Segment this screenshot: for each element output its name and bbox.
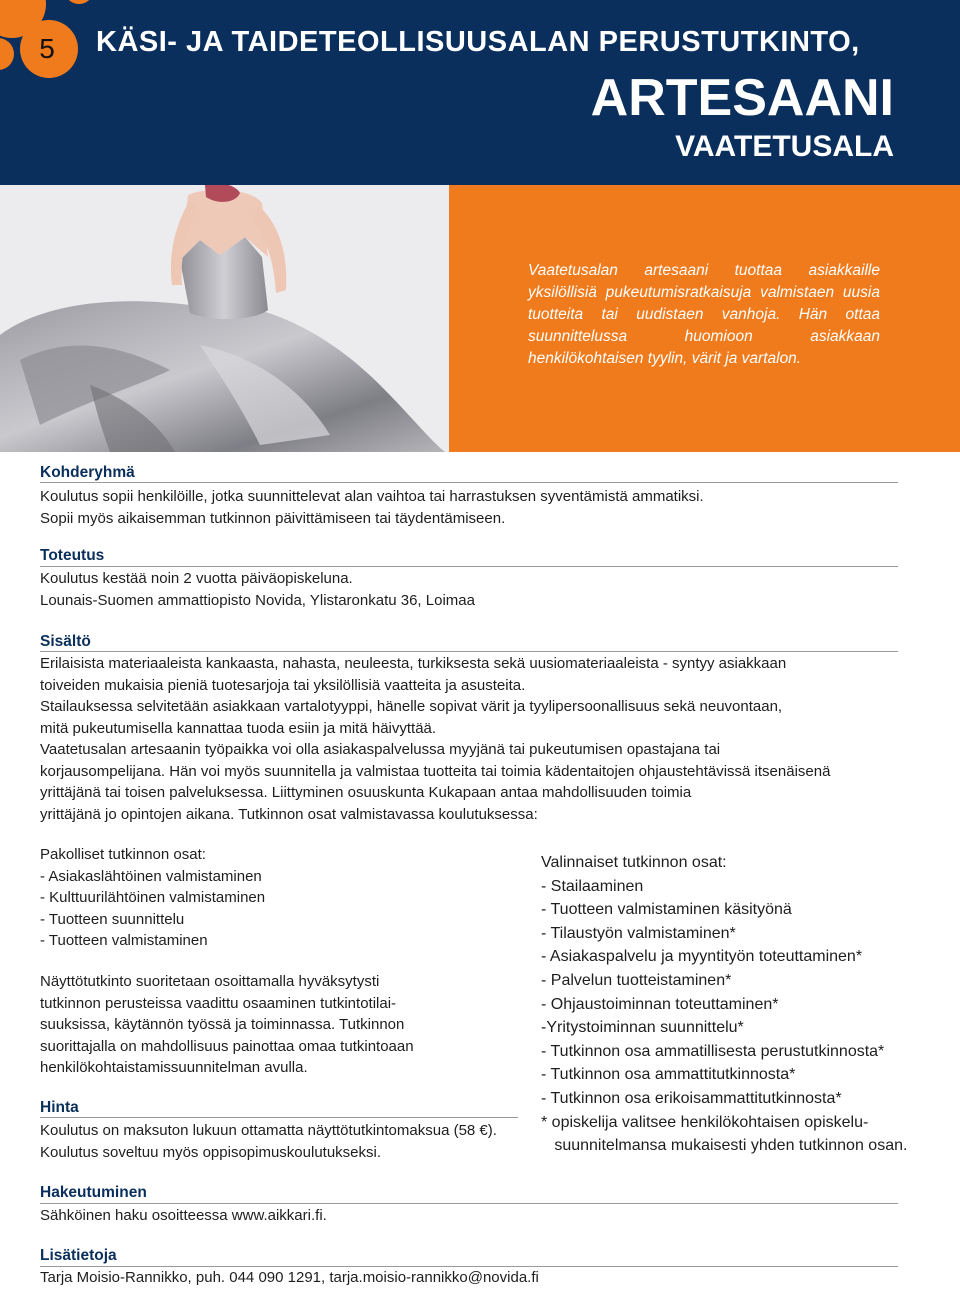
page-number-badge (20, 20, 78, 78)
contact-line: Tarja Moisio-Rannikko, puh. 044 090 1291, tarja.moisio-rannikko@novida.fi (40, 1269, 539, 1286)
section-title-hinta: Hinta (40, 1099, 79, 1116)
dress-photo (0, 185, 449, 452)
text-line: Näyttötutkinto suoritetaan osoittamalla hyväksytysti (40, 973, 380, 990)
text-line: Vaatetusalan artesaanin työpaikka voi olla asiakaspalvelussa myyjänä tai pukeutumisen opastajana tai (40, 741, 721, 758)
text-line: henkilökohtaistamissuunnitelman avulla. (40, 1059, 308, 1076)
page-number: 5 (39, 33, 55, 64)
list-item: - Kulttuurilähtöinen valmistaminen (40, 889, 266, 906)
lisatietoja-text (40, 1267, 539, 1289)
section-title-toteutus: Toteutus (40, 547, 105, 564)
text-line: Sähköinen haku osoitteessa www.aikkari.fi. (40, 1207, 327, 1224)
text-line: suuksissa, käytännön työssä ja toiminnassa. Tutkinnon (40, 1016, 405, 1033)
section-divider (40, 651, 898, 652)
text-line: Sopii myös aikaisemman tutkinnon päivittämiseen tai täydentämiseen. (40, 509, 506, 527)
nayttotutkinto-text (40, 971, 414, 1079)
text-line: Koulutus soveltuu myös oppisopimuskoulutukseksi. (40, 1143, 382, 1161)
lead-paragraph: Vaatetusalan artesaani tuottaa asiakkaille yksilöllisiä pukeutumisratkaisuja valmistaen uusia tuotteita tai uudistaen vanhoja. Hän ottaa suunnittelussa huomioon asiakkaan henkilökohtaisen tyylin, värit ja vartalon. (528, 262, 880, 367)
section-title-kohderyhma: Kohderyhmä (40, 464, 135, 481)
section-title-sisalto: Sisältö (40, 633, 91, 650)
section-divider (40, 1117, 518, 1118)
section-title-lisatietoja: Lisätietoja (40, 1247, 117, 1264)
list-item: - Tuotteen valmistaminen käsityönä (541, 901, 792, 919)
footnote: * opiskelija valitsee henkilökohtaisen opiskelu- (541, 1113, 869, 1131)
text-line: Erilaisista materiaaleista kankaasta, nahasta, neuleesta, turkiksesta sekä uusiomateriaaleista - syntyy asiakkaan (40, 655, 787, 672)
text-line: suorittajalla on mahdollisuus painottaa omaa tutkintoaan (40, 1037, 414, 1055)
toteutus-text (40, 568, 475, 611)
list-item: - Tutkinnon osa ammattitutkinnosta* (541, 1066, 796, 1084)
list-item: - Tuotteen valmistaminen (40, 932, 208, 949)
list-item: - Tilaustyön valmistaminen* (541, 924, 736, 942)
list-item: - Tutkinnon osa ammatillisesta perustutkinnosta* (541, 1042, 885, 1060)
list-item: - Asiakaslähtöinen valmistaminen (40, 867, 262, 885)
section-title-hakeutuminen: Hakeutuminen (40, 1184, 147, 1201)
text-line: yrittäjänä tai toisen palveluksessa. Liittyminen osuuskunta Kukapaan antaa mahdollisuuden toimia (40, 784, 692, 801)
list-item: - Tuotteen suunnittelu (40, 910, 185, 928)
page-title-line3: VAATETUSALA (675, 130, 894, 163)
text-line: mitä pukeutumisella kannattaa tuoda esiin ja mitä häivyttää. (40, 719, 437, 737)
text-line: korjausompelijana. Hän voi myös suunnitella ja valmistaa tuotteita tai toimia kädentaitojen ohjaustehtävissä itsenäisenä (40, 762, 831, 780)
page-title-line2: ARTESAANI (590, 69, 894, 127)
list-item: - Asiakaspalvelu ja myyntityön toteuttaminen* (541, 948, 863, 966)
list-item: - Palvelun tuotteistaminen* (541, 971, 732, 989)
footnote: suunnitelmansa mukaisesti yhden tutkinnon osan. (541, 1137, 908, 1155)
hakeutuminen-text (40, 1205, 327, 1227)
list-item: - Ohjaustoiminnan toteuttaminen* (541, 995, 779, 1013)
page-title-line1: KÄSI- JA TAIDETEOLLISUUSALAN PERUSTUTKINTO, (96, 26, 860, 58)
decorative-circle (64, 0, 94, 4)
section-divider (40, 482, 898, 483)
valinnaiset-list (541, 851, 907, 1158)
list-heading: Valinnaiset tutkinnon osat: (541, 854, 727, 871)
sisalto-text (40, 653, 830, 825)
text-line: Stailauksessa selvitetään asiakkaan vartalotyyppi, hänelle sopivat värit ja tyylipersoonallisuus sekä neuvontaan, (40, 698, 783, 715)
text-line: Koulutus sopii henkilöille, jotka suunnittelevat alan vaihtoa tai harrastuksen syventämistä ammatiksi. (40, 488, 704, 505)
kohderyhma-text (40, 486, 704, 529)
text-line: tutkinnon perusteissa vaadittu osaaminen tutkintotilai- (40, 994, 397, 1012)
text-line: Koulutus kestää noin 2 vuotta päiväopiskeluna. (40, 570, 353, 587)
decorative-circle (0, 38, 14, 70)
list-heading: Pakolliset tutkinnon osat: (40, 846, 206, 863)
text-line: toiveiden mukaisia pieniä tuotesarjoja tai yksilöllisiä vaatteita ja asusteita. (40, 676, 526, 694)
text-line: yrittäjänä jo opintojen aikana. Tutkinnon osat valmistavassa koulutuksessa: (40, 805, 538, 823)
list-item: - Stailaaminen (541, 877, 644, 895)
text-line: Koulutus on maksuton lukuun ottamatta näyttötutkintomaksua (58 €). (40, 1122, 497, 1139)
text-line: Lounais-Suomen ammattiopisto Novida, Ylistaronkatu 36, Loimaa (40, 591, 475, 609)
hinta-text (40, 1120, 497, 1163)
dress-illustration-icon (0, 185, 449, 452)
section-divider (40, 566, 898, 567)
header-banner (0, 0, 960, 185)
section-divider (40, 1203, 898, 1204)
pakolliset-list (40, 844, 265, 952)
list-item: - Tutkinnon osa erikoisammattitutkinnosta* (541, 1089, 842, 1107)
list-item: -Yritystoiminnan suunnittelu* (541, 1019, 744, 1037)
